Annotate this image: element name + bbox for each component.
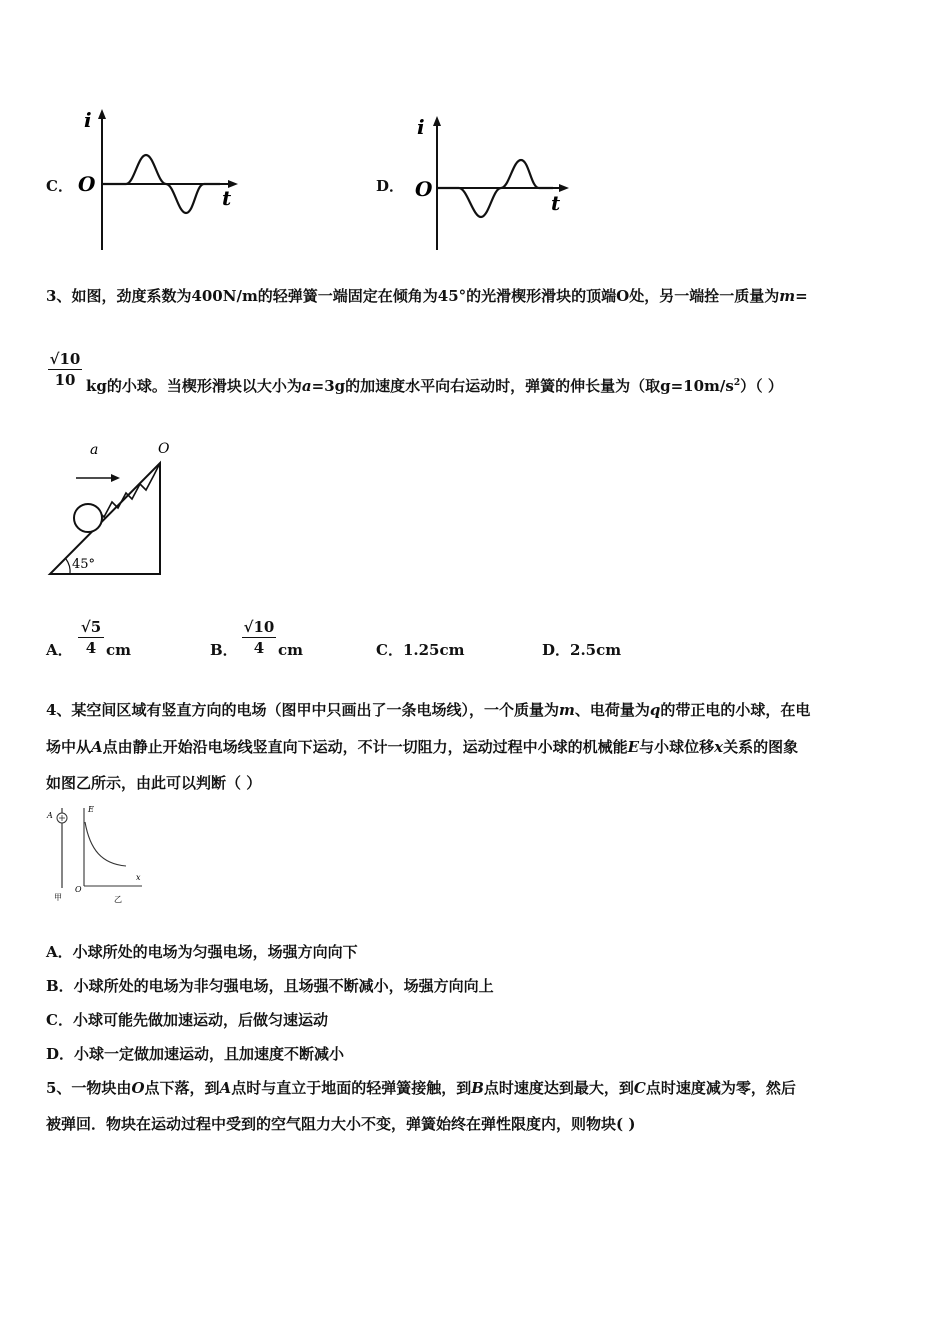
axis-t-label: t — [551, 191, 561, 215]
angle-arc — [66, 559, 70, 574]
q3-number: 3、 — [46, 287, 72, 305]
q3-line1 — [46, 286, 808, 306]
fig-angle-label: 45° — [72, 557, 96, 572]
q4-figure — [44, 800, 154, 908]
y-axis-arrow — [98, 109, 106, 119]
q4-line2: 场中从A点由静止开始沿电场线竖直向下运动，不计一切阻力，运动过程中小球的机械能E与小球位移x关系的图象 — [46, 738, 799, 756]
q4-optA: A．小球所处的电场为匀强电场，场强方向向下 — [46, 943, 358, 961]
q3-optA-label: A． — [46, 641, 73, 659]
fig-E-label: E — [88, 805, 94, 814]
q3-line2: kg的小球。当楔形滑块以大小为a=3g的加速度水平向右运动时，弹簧的伸长量为（取$g=10m/s^2$）（ ） — [86, 377, 783, 395]
q5-line1: 5、一物块由O点下落，到A点时与直立于地面的轻弹簧接触，到B点时速度达到最大，到C点时速度减为零，然后 — [46, 1079, 796, 1097]
q3-a-var: a — [301, 377, 312, 395]
q3-mass-fraction — [48, 350, 82, 389]
y-axis-arrow — [433, 116, 441, 126]
q3-optD: D．2.5cm — [542, 641, 622, 659]
option-d-label: D． — [376, 177, 405, 195]
q3-eq: = — [795, 287, 808, 305]
graph-option-d — [405, 112, 580, 252]
q3-mass-den: 10 — [54, 371, 76, 389]
q4-optB: B．小球所处的电场为非匀强电场，且场强不断减小，场强方向向上 — [46, 977, 494, 995]
x-axis-arrow — [559, 184, 569, 192]
q4-line1: 4、某空间区域有竖直方向的电场（图甲中只画出了一条电场线），一个质量为m、电荷量为q的带正电的小球，在电 — [46, 701, 811, 719]
q3-optB-unit: cm — [278, 641, 304, 659]
fig-x-label: x — [136, 873, 141, 882]
energy-curve — [85, 822, 126, 866]
origin-label: O — [78, 172, 96, 196]
q3-optA-unit: cm — [106, 641, 132, 659]
q3-m: m — [779, 287, 796, 305]
q3-text: 如图，劲度系数为400N/m的轻弹簧一端固定在倾角为45°的光滑楔形滑块的顶端O处，另一端拴一质量为 — [71, 287, 780, 305]
q4-line3: 如图乙所示，由此可以判断（ ） — [46, 774, 262, 792]
q3-optA-fraction: √5 4 — [78, 618, 104, 657]
ball — [74, 504, 102, 532]
q5-line2: 被弹回．物块在运动过程中受到的空气阻力大小不变，弹簧始终在弹性限度内，则物块( ) — [46, 1115, 636, 1133]
q4-optC: C．小球可能先做加速运动，后做匀速运动 — [46, 1011, 328, 1029]
q3-wedge-figure — [44, 435, 179, 580]
axis-i-label: i — [84, 108, 92, 132]
fig-yi-label: 乙 — [114, 895, 122, 904]
fig-A-label: A — [47, 811, 53, 820]
axis-i-label: i — [417, 115, 425, 139]
q3-optB-fraction: √10 4 — [243, 618, 275, 657]
graph-option-c — [70, 105, 250, 255]
q4-optD: D．小球一定做加速运动，且加速度不断减小 — [46, 1045, 345, 1063]
q3-optC: C．1.25cm — [376, 641, 465, 659]
axis-t-label: t — [222, 186, 232, 210]
q3-optB-label: B． — [210, 641, 238, 659]
wedge — [50, 463, 160, 574]
option-c-label: C． — [46, 177, 73, 195]
fig-o-label: O — [158, 441, 170, 457]
fig-a-label: a — [90, 442, 99, 458]
fig-O-label: O — [75, 885, 82, 894]
fig-jia-label: 甲 — [54, 893, 62, 902]
origin-label: O — [415, 177, 433, 201]
q3-mass-num: √10 — [49, 350, 81, 368]
